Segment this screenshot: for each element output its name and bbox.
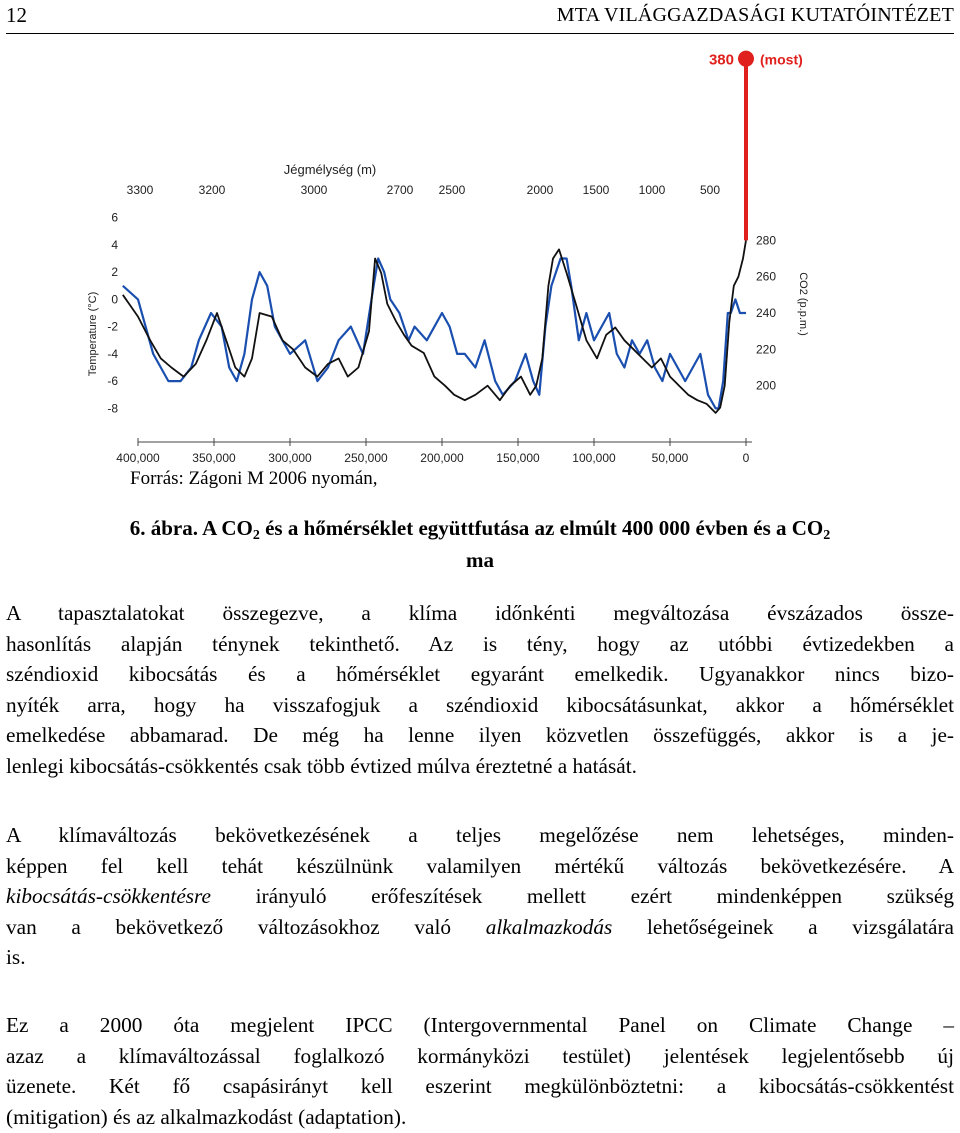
y-axis-label: Temperature (°C) <box>87 291 99 377</box>
co2-now-value-label: 380 <box>708 51 734 69</box>
temperature-series-line <box>123 259 746 409</box>
y-tick-label: 4 <box>111 237 118 252</box>
paragraph-line: kibocsátás-csökkentésre irányuló erőfeszítések mellett ezért mindenképpen szükség <box>6 884 954 909</box>
top-tick-label: 3000 <box>300 183 328 197</box>
top-tick-label: 2500 <box>438 183 466 197</box>
x-tick-label: 50,000 <box>651 451 689 464</box>
x-tick-label: 0 <box>742 451 750 464</box>
x-tick-label: 250,000 <box>344 451 388 464</box>
y2-tick-label: 200 <box>756 378 777 393</box>
co2-temperature-figure <box>0 34 960 464</box>
x-tick-label: 350,000 <box>192 451 236 464</box>
y2-tick-label: 220 <box>756 342 777 357</box>
paragraph-line: lenlegi kibocsátás-csökkentés csak több évtized múlva éreztetné a hatását. <box>6 753 637 778</box>
paragraph-line: hasonlítás alapján ténynek tekinthető. Az is tény, hogy az utóbbi évtizedekben a <box>6 631 954 656</box>
top-tick-label: 2000 <box>526 183 554 197</box>
figure-number: 6. ábra. <box>129 516 198 540</box>
caption-part-c: ma <box>466 548 494 572</box>
top-tick-label: 2700 <box>386 183 414 197</box>
y-tick-label: 6 <box>111 210 118 225</box>
paragraph-line: A klímaváltozás bekövetkezésének a teljes megelőzése nem lehetséges, minden- <box>6 823 954 847</box>
italic-term-adaptation: alkalmazkodás <box>485 914 613 939</box>
paragraph-line: Ez a 2000 óta megjelent IPCC (Intergovernmental Panel on Climate Change – <box>6 1013 954 1037</box>
caption-subscript-1: 2 <box>252 528 260 543</box>
x-tick-label: 300,000 <box>268 451 312 464</box>
x-tick-label: 200,000 <box>420 451 464 464</box>
x-tick-label: 400,000 <box>116 451 160 464</box>
top-tick-label: 500 <box>699 183 721 197</box>
figure-caption <box>0 512 960 576</box>
paragraph-line: széndioxid kibocsátás és a hőmérséklet egyaránt emelkedik. Ugyanakkor nincs bizo- <box>6 662 954 687</box>
y-tick-label: 2 <box>111 265 118 280</box>
caption-part-a: A CO <box>202 516 253 540</box>
figure-source: Forrás: Zágoni M 2006 nyomán, <box>130 468 378 489</box>
paragraph-1 <box>6 598 954 782</box>
y-tick-label: -4 <box>107 346 118 361</box>
paragraph-line: is. <box>6 945 26 970</box>
paragraph-line: azaz a klímaváltozással foglalkozó kormányközi testület) jelentések legjelentősebb új <box>6 1043 954 1068</box>
caption-part-b: és a hőmérséklet együttfutása az elmúlt 400 000 évben és a CO <box>265 516 824 540</box>
paragraph-line: A tapasztalatokat összegezve, a klíma időnkénti megváltozása évszázados össze- <box>6 601 954 625</box>
y-tick-label: -2 <box>107 319 118 334</box>
y-tick-label: -6 <box>107 374 118 389</box>
y2-axis-label: CO2 (p.p.m.) <box>797 272 809 336</box>
y2-tick-label: 240 <box>756 306 777 320</box>
caption-subscript-2: 2 <box>823 528 831 543</box>
x-tick-label: 150,000 <box>496 451 540 464</box>
top-tick-label: 1000 <box>638 183 666 197</box>
paragraph-line: (mitigation) és az alkalmazkodást (adaptation). <box>6 1104 407 1129</box>
y2-tick-label: 260 <box>756 269 777 284</box>
co2-now-text-label: (most) <box>760 51 803 68</box>
paragraph-line: üzenete. Két fő csapásirányt kell eszerint megkülönböztetni: a kibocsátás-csökkentést <box>6 1074 954 1099</box>
page-number: 12 <box>6 3 27 27</box>
paragraph-line: emelkedése abbamarad. De még ha lenne ilyen közvetlen összefüggés, akkor is a je- <box>6 723 954 748</box>
paragraph-3 <box>6 1010 954 1132</box>
co2-now-marker <box>738 51 754 67</box>
paragraph-line: nyíték arra, hogy ha visszafogjuk a széndioxid kibocsátásunkat, akkor a hőmérséklet <box>6 692 954 717</box>
chart-svg <box>0 34 960 464</box>
top-axis-label: Jégmélység (m) <box>283 162 377 177</box>
top-tick-label: 3200 <box>198 183 226 197</box>
y2-tick-label: 280 <box>756 233 777 248</box>
top-tick-label: 3300 <box>126 183 154 197</box>
paragraph-2 <box>6 820 954 973</box>
x-tick-label: 100,000 <box>572 451 616 464</box>
italic-term-mitigation: kibocsátás-csökkentésre <box>6 884 212 909</box>
paragraph-line: van a bekövetkező változásokhoz való alkalmazkodás lehetőségeinek a vizsgálatára <box>6 914 954 939</box>
page-header <box>6 0 954 34</box>
running-title: MTA VILÁGGAZDASÁGI KUTATÓINTÉZET <box>556 4 954 26</box>
top-tick-label: 1500 <box>582 183 610 197</box>
y-tick-label: 0 <box>111 292 118 307</box>
paragraph-line: képpen fel kell tehát készülnünk valamilyen mértékű változás bekövetkezésére. A <box>6 853 954 878</box>
y-tick-label: -8 <box>107 401 118 416</box>
